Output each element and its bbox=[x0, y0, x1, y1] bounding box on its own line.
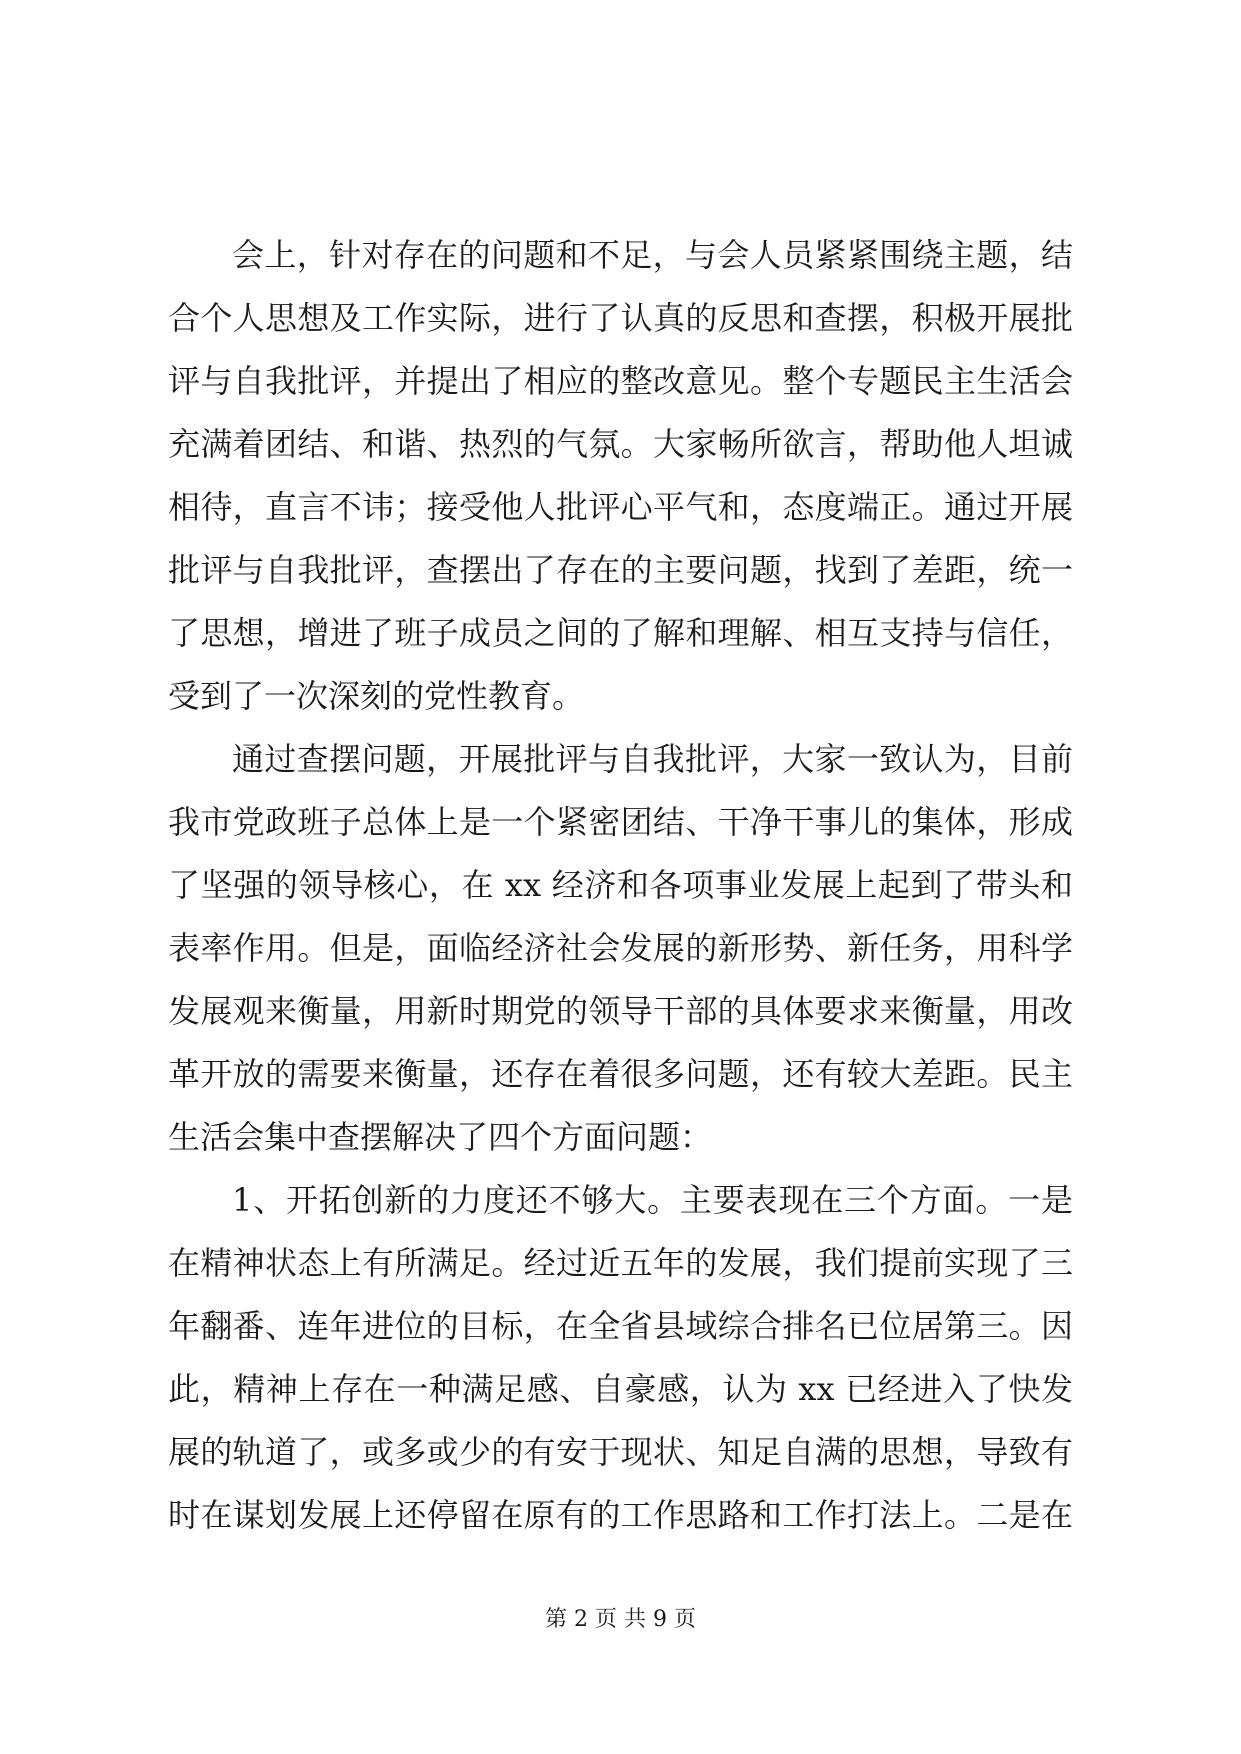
page-footer: 第 2 页 共 9 页 bbox=[545, 1607, 696, 1632]
paragraph-line: 相待，直言不讳；接受他人批评心平气和，态度端正。通过开展 bbox=[168, 488, 1073, 526]
paragraph-line: 生活会集中查摆解决了四个方面问题： bbox=[168, 1118, 713, 1156]
paragraph-line: 会上，针对存在的问题和不足，与会人员紧紧围绕主题，结 bbox=[232, 236, 1073, 274]
paragraph-line: 充满着团结、和谐、热烈的气氛。大家畅所欲言，帮助他人坦诚 bbox=[168, 425, 1073, 463]
paragraph-line: 此，精神上存在一种满足感、自豪感，认为 xx 已经进入了快发 bbox=[168, 1370, 1073, 1408]
paragraph-line: 合个人思想及工作实际，进行了认真的反思和查摆，积极开展批 bbox=[168, 299, 1073, 337]
paragraph-line: 了思想，增进了班子成员之间的了解和理解、相互支持与信任， bbox=[168, 614, 1073, 652]
paragraph-line: 受到了一次深刻的党性教育。 bbox=[168, 677, 585, 715]
paragraph-line: 通过查摆问题，开展批评与自我批评，大家一致认为，目前 bbox=[232, 740, 1073, 778]
paragraph-line: 1、开拓创新的力度还不够大。主要表现在三个方面。一是 bbox=[232, 1181, 1073, 1219]
paragraph-line: 展的轨道了，或多或少的有安于现状、知足自满的思想，导致有 bbox=[168, 1433, 1073, 1471]
paragraph-line: 在精神状态上有所满足。经过近五年的发展，我们提前实现了三 bbox=[168, 1244, 1073, 1282]
paragraph-line: 了坚强的领导核心，在 xx 经济和各项事业发展上起到了带头和 bbox=[168, 866, 1073, 904]
paragraph-line: 表率作用。但是，面临经济社会发展的新形势、新任务，用科学 bbox=[168, 929, 1073, 967]
paragraph-line: 发展观来衡量，用新时期党的领导干部的具体要求来衡量，用改 bbox=[168, 992, 1073, 1030]
paragraph-line: 我市党政班子总体上是一个紧密团结、干净干事儿的集体，形成 bbox=[168, 803, 1073, 841]
paragraph-line: 时在谋划发展上还停留在原有的工作思路和工作打法上。二是在 bbox=[168, 1496, 1073, 1534]
paragraph-line: 革开放的需要来衡量，还存在着很多问题，还有较大差距。民主 bbox=[168, 1055, 1073, 1093]
paragraph-line: 年翻番、连年进位的目标，在全省县域综合排名已位居第三。因 bbox=[168, 1307, 1073, 1345]
paragraph-line: 批评与自我批评，查摆出了存在的主要问题，找到了差距，统一 bbox=[168, 551, 1073, 589]
paragraph-line: 评与自我批评，并提出了相应的整改意见。整个专题民主生活会 bbox=[168, 362, 1073, 400]
